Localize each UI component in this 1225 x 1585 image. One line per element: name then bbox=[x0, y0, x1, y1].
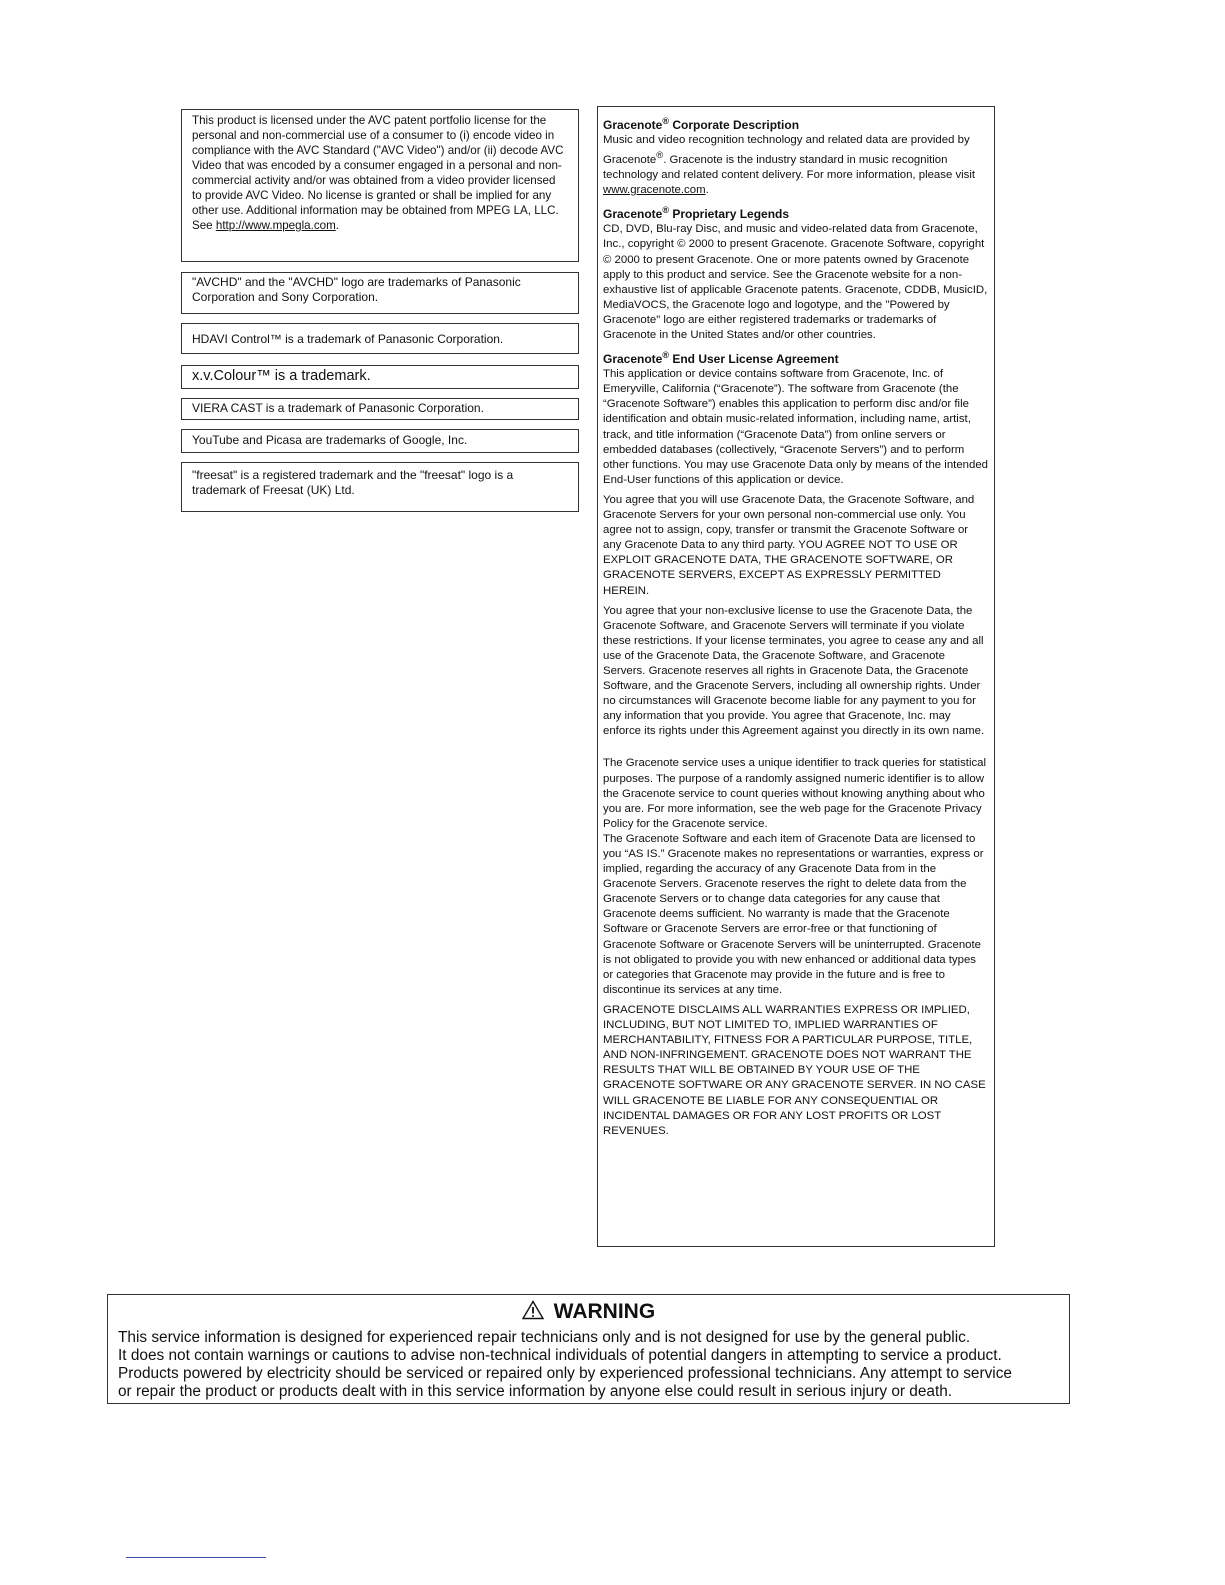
heading-brand: Gracenote bbox=[603, 207, 663, 222]
warning-line-4: or repair the product or products dealt with in this service information by anyone else could result in serious injury or death. bbox=[118, 1383, 953, 1400]
gracenote-corporate-heading bbox=[603, 114, 989, 133]
registered-mark: ® bbox=[662, 205, 669, 216]
heading-rest: Proprietary Legends bbox=[672, 207, 790, 222]
gracenote-eula-heading bbox=[603, 348, 989, 367]
eula-paragraph-2: You agree that you will use Gracenote Data, the Gracenote Software, and Gracenote Servers for your own personal non-commercial use only. You agree not to assign, copy, transfer or transmit the Gracenote Software or any Gracenote Data to any third party. YOU AGREE NOT TO USE OR EXPLOIT GRACENOTE DATA, THE GRACENOTE SOFTWARE, OR GRACENOTE SERVERS, EXCEPT AS EXPRESSLY PERMITTED HEREIN. bbox=[603, 493, 975, 597]
warning-triangle-icon bbox=[522, 1300, 550, 1323]
registered-mark: ® bbox=[656, 150, 664, 162]
gracenote-corporate-text bbox=[603, 133, 989, 198]
gracenote-proprietary-text: CD, DVD, Blu-ray Disc, and music and video-related data from Gracenote, Inc., copyright © 2000 to present Gracenote. Gracenote Software, copyright © 2000 to present Gracenote. One or more patents owned by Gracenote apply to this product and service. See the Gracenote website for a non-exhaustive list of applicable Gracenote patents. Gracenote, CDDB, MusicID, MediaVOCS, the Gracenote logo and logotype, and the "Powered by Gracenote" logo are either registered trademarks or trademarks of Gracenote in the United States and/or other countries. bbox=[603, 223, 988, 342]
registered-mark: ® bbox=[662, 350, 669, 361]
xvcolour-trademark-box bbox=[181, 365, 579, 389]
registered-mark: ® bbox=[662, 116, 669, 126]
eula-paragraph-6: GRACENOTE DISCLAIMS ALL WARRANTIES EXPRESS OR IMPLIED, INCLUDING, BUT NOT LIMITED TO, IMPLIED WARRANTIES OF MERCHANTABILITY, FITNESS FOR A PARTICULAR PURPOSE, TITLE, AND NON-INFRINGEMENT. GRACENOTE DOES NOT WARRANT THE RESULTS THAT WILL BE OBTAINED BY YOUR USE OF THE GRACENOTE SOFTWARE OR ANY GRACENOTE SERVER. IN NO CASE WILL GRACENOTE BE LIABLE FOR ANY CONSEQUENTIAL OR INCIDENTAL DAMAGES OR FOR ANY LOST PROFITS OR LOST REVENUES. bbox=[603, 1003, 986, 1137]
vieracast-trademark-text: VIERA CAST is a trademark of Panasonic Corporation. bbox=[192, 401, 484, 415]
avc-license-end: . bbox=[335, 219, 339, 232]
avchd-trademark-box bbox=[181, 272, 579, 314]
eula-paragraph-5: The Gracenote Software and each item of Gracenote Data are licensed to you “AS IS.” Gracenote makes no representations or warranties, express or implied, regarding the accuracy of any Gracenote Data from in the Gracenote Servers. Gracenote reserves the right to delete data from the Gracenote Servers or to change data categories for any cause that Gracenote deems sufficient. No warranty is made that the Gracenote Software or Gracenote Servers are error-free or that functioning of Gracenote Software or Gracenote Servers will be uninterrupted. Gracenote is not obligated to provide you with new enhanced or additional data types or categories that Gracenote may provide in the future and is free to discontinue its services at any time. bbox=[603, 832, 984, 996]
gracenote-link[interactable]: www.gracenote.com bbox=[603, 184, 706, 197]
warning-title: WARNING bbox=[553, 1300, 656, 1323]
mpegla-link[interactable]: http://www.mpegla.com bbox=[215, 219, 336, 232]
eula-paragraph-1: This application or device contains software from Gracenote, Inc. of Emeryville, California (“Gracenote”). The software from Gracenote (the “Gracenote Software”) enables this application to perform disc and/or file identification and obtain music-related information, including name, artist, track, and title information (“Gracenote Data”) from online servers or embedded databases (collectively, “Gracenote Servers”) and to perform other functions. You may use Gracenote Data only by means of the intended End-User functions of this application or device. bbox=[603, 368, 988, 486]
eula-paragraph-4: The Gracenote service uses a unique identifier to track queries for statistical purposes. The purpose of a randomly assigned numeric identifier is to allow the Gracenote service to count queries without knowing anything about who you are. For more information, see the web page for the Gracenote Privacy Policy for the Gracenote service. bbox=[603, 757, 987, 830]
avchd-trademark-text: "AVCHD" and the "AVCHD" logo are trademarks of Panasonic Corporation and Sony Corporation. bbox=[192, 275, 521, 304]
warning-title-row bbox=[118, 1298, 1059, 1325]
warning-line-2: It does not contain warnings or cautions to advise non-technical individuals of potential dangers in attempting to service a product. bbox=[118, 1347, 1002, 1364]
youtube-trademark-box bbox=[181, 429, 579, 453]
vieracast-trademark-box bbox=[181, 398, 579, 420]
avc-license-text bbox=[192, 113, 568, 233]
hdavi-trademark-box bbox=[181, 323, 579, 354]
warning-box bbox=[107, 1294, 1070, 1404]
heading-brand: Gracenote bbox=[603, 118, 663, 132]
corp-text-part1: Music and video recognition technology and related data are provided by Gracenote bbox=[603, 134, 970, 166]
freesat-trademark-text: "freesat" is a registered trademark and the "freesat" logo is a trademark of Freesat (UK) Ltd. bbox=[192, 468, 514, 497]
xvcolour-trademark-text: x.v.Colour™ is a trademark. bbox=[192, 368, 371, 384]
heading-rest: Corporate Description bbox=[672, 118, 800, 132]
warning-line-1: This service information is designed for experienced repair technicians only and is not designed for use by the general public. bbox=[118, 1329, 971, 1346]
freesat-trademark-box bbox=[181, 462, 579, 512]
eula-paragraph-3: You agree that your non-exclusive license to use the Gracenote Data, the Gracenote Software, and Gracenote Servers will terminate if you violate these restrictions. If your license terminates, you agree to cease any and all use of the Gracenote Data, the Gracenote Software, and Gracenote Servers. Gracenote reserves all rights in Gracenote Data, the Gracenote Software, and the Gracenote Servers, including all ownership rights. Under no circumstances will Gracenote become liable for any payment to you for any information that you provide. You agree that Gracenote, Inc. may enforce its rights under this Agreement against you directly in its own name. bbox=[603, 604, 985, 738]
corp-text-end: . bbox=[705, 184, 709, 197]
heading-rest: End User License Agreement bbox=[672, 352, 839, 367]
heading-brand: Gracenote bbox=[603, 352, 663, 367]
corp-text-part2: . Gracenote is the industry standard in music recognition technology and related content delivery. For more information, please visit bbox=[603, 153, 976, 182]
avc-license-box bbox=[181, 109, 579, 262]
gracenote-proprietary-heading bbox=[603, 203, 989, 222]
footer-divider bbox=[126, 1557, 266, 1558]
hdavi-trademark-text: HDAVI Control™ is a trademark of Panasonic Corporation. bbox=[192, 332, 504, 346]
gracenote-box bbox=[597, 106, 995, 1247]
avc-license-body: This product is licensed under the AVC patent portfolio license for the personal and non-commercial use of a consumer to (i) encode video in compliance with the AVC Standard ("AVC Video") and/or (ii) decode AVC Video that was encoded by a consumer engaged in a personal and non-commercial activity and/or was obtained from a video provider licensed to provide AVC Video. No license is granted or shall be implied for any other use. Additional information may be obtained from MPEG LA, LLC. See bbox=[192, 114, 564, 232]
warning-line-3: Products powered by electricity should be serviced or repaired only by experienced professional technicians. Any attempt to service bbox=[118, 1365, 1012, 1382]
youtube-trademark-text: YouTube and Picasa are trademarks of Google, Inc. bbox=[192, 433, 468, 447]
